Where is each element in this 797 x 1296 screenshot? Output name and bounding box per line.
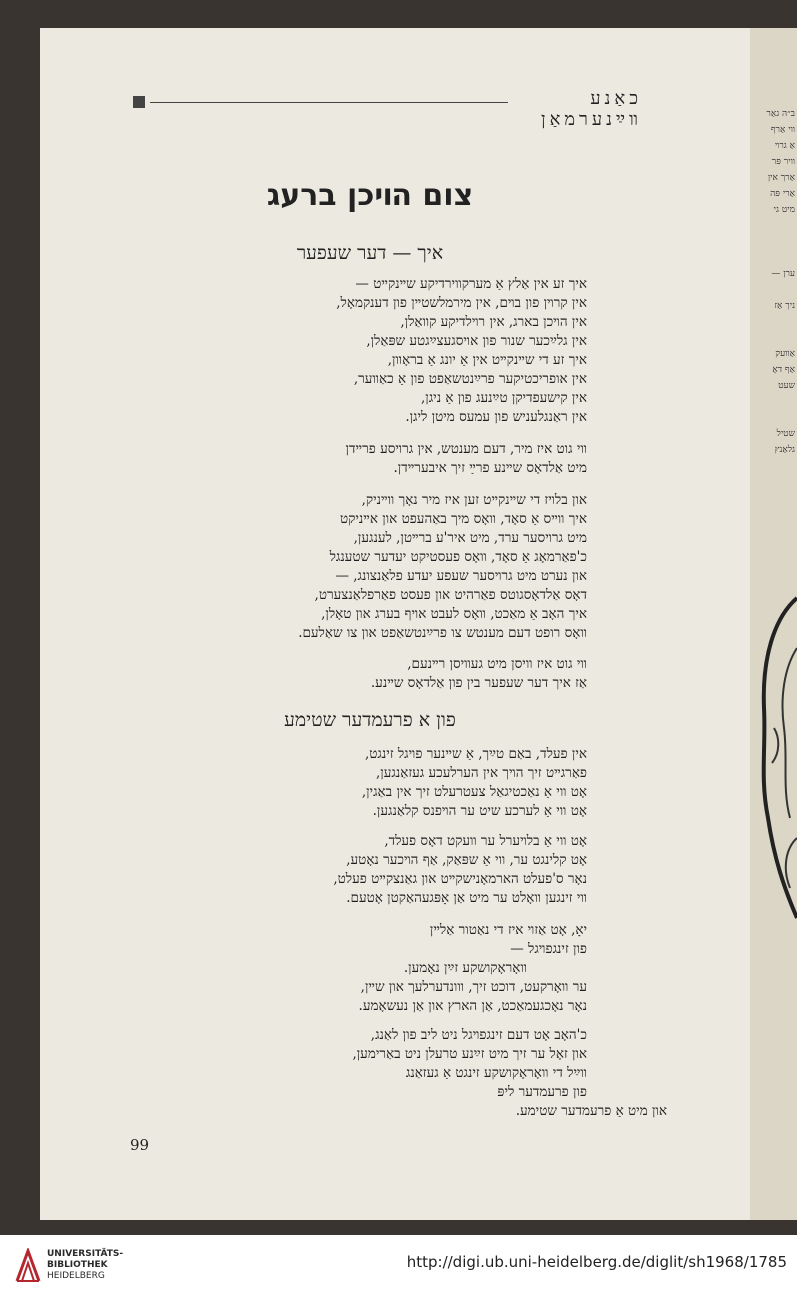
poem-line: װי זינגען װאָלט ער מיט אַן אָפּגעהאַקטן אָטעם. [346, 890, 587, 906]
poem-line: איך זע אין אַלץ אַ מערקװירדיקע שײנקײט — [355, 276, 587, 292]
poem-line: אין פעלד, באַם טײַך, אַ שײנער פױגל זינגט, [364, 746, 587, 762]
poem-line: פון פרעמדער ליפּ [497, 1084, 587, 1100]
page-number: 99 [130, 1136, 150, 1154]
poem-line: אַז איך דער שעפער בין פון אַלדאָס שײנע. [370, 675, 587, 691]
poem-line: מיט גרױסער ערד, מיט איר'ע ברײטן, לענגען, [353, 530, 587, 546]
poem-line: נאָר נאָכגעמאַכט, אַן הארץ און אַן נעשאָמע. [358, 998, 587, 1014]
poem-line: אָט װי אַ נאַכטיגאַל צעטרעלט זיך אין באַגין, [361, 784, 587, 800]
poem1-stanza-1 [336, 275, 587, 427]
poem-line: אין ראַנגלעניש פון עמעס מיטן ליגן. [405, 409, 587, 425]
poem-line: אָט װי אַ בלױערל ער װעקט דאָס פעלד, [384, 833, 587, 849]
poem2-stanza-3 [359, 921, 587, 1016]
poem-line: אין גלײַכער שנור פון אױסגעצײַגטע שפּאַלן, [366, 333, 587, 349]
poem-line: און זאָל ער זיך מיט זײַנע טרעלן ניט באַרימען, [352, 1046, 587, 1062]
poem-line: כ'פאַרמאָג אַ סאָד, װאָס פעסטיקט יעדער שטענגל [329, 549, 587, 565]
poem2-stanza-2 [333, 832, 587, 908]
poem1-stanza-3 [298, 491, 587, 643]
poem-title: צום הױכן ברעג [266, 178, 474, 213]
poem1-subtitle: איך — דער שעפער [296, 242, 444, 264]
poem-line: אָט קלינגט ער, װי אַ שפּאַק, אַף הױכער נאָטע, [346, 852, 587, 868]
poem-line: און מיט אַ פרעמדער שטימע. [515, 1103, 667, 1119]
poem-line: אין קרױן פון בױם, אין מירמלשטײן פון דענקמאָל, [336, 295, 587, 311]
poem-line: אין הױכן בארג, אין רױלדיקע קװאַלן, [400, 314, 587, 330]
poem-line: איך זע די שײנקײט אין אַ יונג אַ בראָװן, [387, 352, 587, 368]
header-square-ornament [133, 96, 145, 108]
poem-line: דאָס אַלדאָסגוטס פאַרהיט און פעסט פאַרפלאַנצערט, [314, 587, 587, 603]
poem-line: און נערט מיט גרױסער שעפע יעדע פלאַנצונג, — [335, 568, 587, 584]
running-title: כאַנע װײַנערמאַן [540, 88, 642, 130]
poem-line: אָט װי אַ לערכע שיט ער הױפנס קלאַנגען. [372, 803, 587, 819]
poem2-stanza-1 [362, 745, 587, 821]
source-url-link[interactable]: http://digi.ub.uni-heidelberg.de/diglit/sh1968/1785 [406, 1253, 787, 1271]
poem-line: מיט אַלדאָס שײנע פרײַ זיך איבערײדן. [393, 460, 587, 476]
poem1-stanza-4 [371, 655, 587, 693]
poem-line: נאָר ס'פעלט הארמאָנישקײט און גאַנצקײט פעלט, [333, 871, 587, 887]
poem-line: ער װאָרקעט, דוכט זיך, װונדערלעך און שײן, [360, 979, 587, 995]
poem-line: אין קישעפדיקן טײַנעג פון אַ ניגן, [420, 390, 587, 406]
poem-line: װאָראָקושקע זײַן נאָמען. [403, 960, 527, 976]
poem-line: אין אופריכטיקער פרײַנטשאַפט פון אַ כאַװער, [353, 371, 587, 387]
poem-line: װאָס רופט דעם מענטש צו פרײַנטשאַפט און צו שאַלעם. [298, 625, 587, 641]
poem1-stanza-2 [346, 440, 587, 478]
university-logo-icon[interactable] [14, 1248, 42, 1284]
poem-line: יאָ, אָט אַזױ איז די נאַטור אַלײן [429, 922, 587, 938]
poem-line: איך װײס אַ סאָד, װאָס מיך באַהעפט און אײניקט [339, 511, 587, 527]
portrait-illustration [754, 588, 797, 928]
poem2-subtitle: פון א פרעמדער שטימע [284, 709, 456, 731]
poem2-stanza-4 [352, 1026, 667, 1121]
poem-line: איך האָב אַ מאַכט, װאָס לעבט אױף בערג און טאָלן, [321, 606, 587, 622]
library-name[interactable]: UNIVERSITÄTS- BIBLIOTHEK HEIDELBERG [47, 1249, 124, 1281]
poem-line: און בלױז די שײנקײט זען איז מיר נאָך װײניק, [361, 492, 587, 508]
poem-line: װי גוט איז װיסן מיט געװיסן רײנעם, [407, 656, 587, 672]
footer-bar [0, 1235, 797, 1296]
header-rule [150, 102, 508, 103]
poem-line: װײַל די װאָראָקושקע זינגט אַ געזאַנג [405, 1065, 587, 1081]
poem-line: פאַרגײט זיך הױך אין הערלעכע געזאַנגען, [376, 765, 587, 781]
poem-line: כ'האָב אָט דעם זינגפױגל ניט ליב פון לאַנג, [370, 1027, 587, 1043]
poem-line: װי גוט איז מיר, דעם מענטש, אין גרױסע פרײדן [345, 441, 587, 457]
adjacent-page-edge: ב״ה גאַר װי אַרף אַ גרױ װיר פּר אַרך אין אַרי פּה מיט גי ערן — ניך אַז אַװעק אַף דאָ שעט שטיל גלאַנץ [750, 28, 797, 1220]
poem-line: פון זינגפױגל — [510, 941, 587, 957]
